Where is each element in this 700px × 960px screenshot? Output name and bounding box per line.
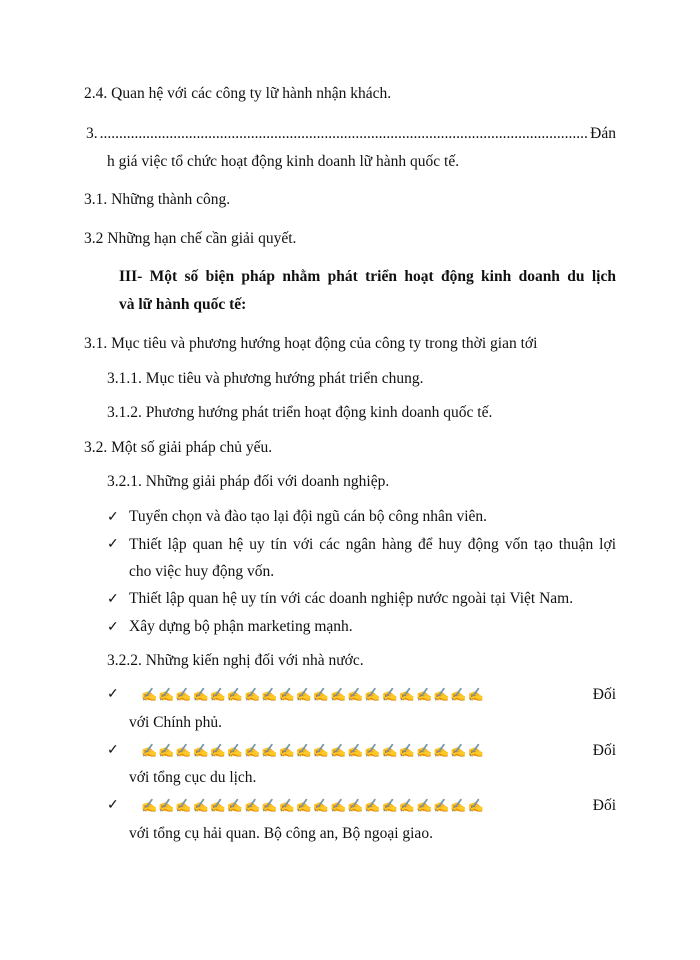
recommendation-tourism: ✓ ✍✍✍✍✍✍✍✍✍✍✍✍✍✍✍✍✍✍✍✍ Đối [107,742,616,759]
recommendation-government: ✓ ✍✍✍✍✍✍✍✍✍✍✍✍✍✍✍✍✍✍✍✍ Đối [107,686,616,703]
checkmark-icon: ✓ [107,592,119,607]
item-3-number: 3. [86,125,98,142]
bullet-banks: ✓ Thiết lập quan hệ uy tín với các ngân hàng để huy động vốn tạo thuận lợi [107,536,616,553]
checkmark-icon: ✓ [107,620,119,635]
item-iii-3-1-1: 3.1.1. Mục tiêu và phương hướng phát triển chung. [107,370,424,387]
section-iii-heading-cont: và lữ hành quốc tế: [119,296,247,313]
bullet-marketing: ✓ Xây dựng bộ phận marketing mạnh. [107,617,353,638]
recommendation-customs-cont: với tổng cụ hải quan. Bộ công an, Bộ ngoại giao. [129,825,433,842]
checkmark-icon: ✓ [107,743,119,758]
recommendation-tourism-cont: với tổng cục du lịch. [129,769,257,786]
item-iii-3-2-1: 3.2.1. Những giải pháp đối với doanh nghiệp. [107,473,390,490]
item-iii-3-2-2: 3.2.2. Những kiến nghị đối với nhà nước. [107,652,364,669]
checkmark-icon: ✓ [107,798,119,813]
bullet-foreign-enterprises: ✓ Thiết lập quan hệ uy tín với các doanh nghiệp nước ngoài tại Việt Nam. [107,589,573,610]
bullet-recruit: ✓ Tuyển chọn và đào tạo lại đội ngũ cán bộ công nhân viên. [107,507,487,528]
item-3-2: 3.2 Những hạn chế cần giải quyết. [84,230,297,247]
bullet-banks-cont: cho việc huy động vốn. [129,563,275,580]
checkmark-icon: ✓ [107,687,119,702]
section-iii-heading: III- Một số biện pháp nhằm phát triển hoạt động kinh doanh du lịch [119,268,616,285]
item-iii-3-2: 3.2. Một số giải pháp chủ yếu. [84,439,273,456]
item-3-continuation: h giá việc tổ chức hoạt động kinh doanh lữ hành quốc tế. [107,153,460,170]
checkmark-icon: ✓ [107,510,119,525]
item-3-1: 3.1. Những thành công. [84,191,231,208]
item-3-text-start: Đán [590,125,616,142]
item-3-heading [86,124,616,144]
recommendation-government-cont: với Chính phủ. [129,714,223,731]
recommendation-customs: ✓ ✍✍✍✍✍✍✍✍✍✍✍✍✍✍✍✍✍✍✍✍ Đối [107,797,616,814]
item-2-4: 2.4. Quan hệ với các công ty lữ hành nhận khách. [84,85,392,102]
checkmark-icon: ✓ [107,537,119,552]
dot-leader: .............................................................................................................................. [99,125,588,142]
item-iii-3-1: 3.1. Mục tiêu và phương hướng hoạt động của công ty trong thời gian tới [84,335,538,352]
writing-hand-icon-run: ✍✍✍✍✍✍✍✍✍✍✍✍✍✍✍✍✍✍✍✍ [141,687,485,702]
writing-hand-icon-run: ✍✍✍✍✍✍✍✍✍✍✍✍✍✍✍✍✍✍✍✍ [141,798,485,813]
item-iii-3-1-2: 3.1.2. Phương hướng phát triển hoạt động kinh doanh quốc tế. [107,404,493,421]
writing-hand-icon-run: ✍✍✍✍✍✍✍✍✍✍✍✍✍✍✍✍✍✍✍✍ [141,743,485,758]
